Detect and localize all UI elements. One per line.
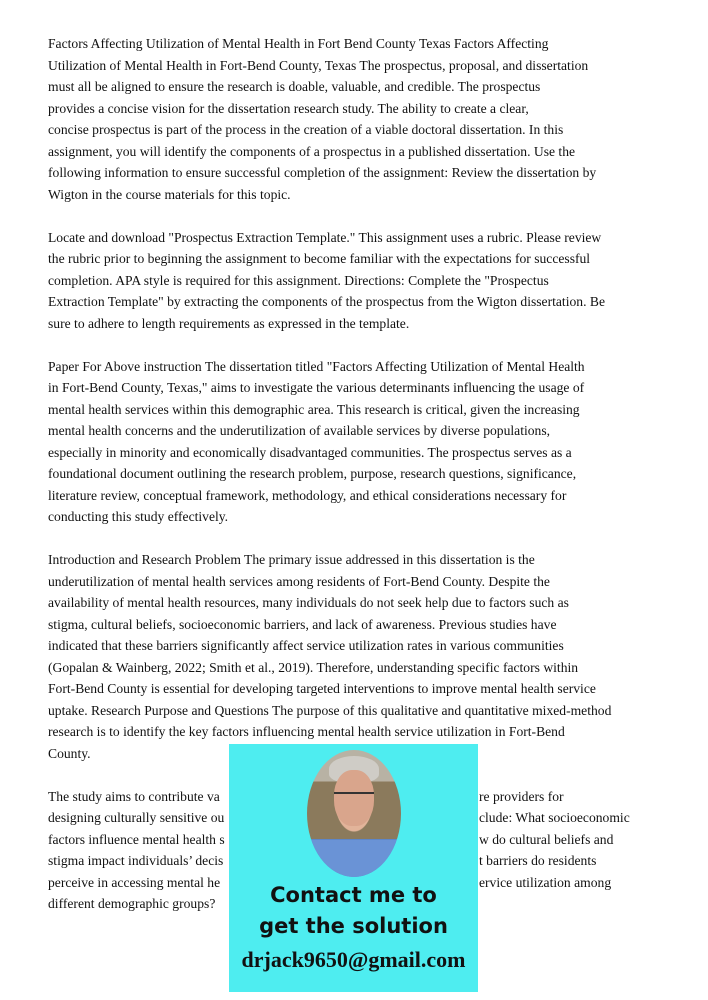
text-line: mental health services within this demographic area. This research is critical, given the increasing: [48, 401, 580, 417]
text-line: Paper For Above instruction The dissertation titled "Factors Affecting Utilization of Mental Health: [48, 358, 585, 374]
text-line: (Gopalan & Wainberg, 2022; Smith et al., 2019). Therefore, understanding specific factors within: [48, 659, 579, 675]
text-fragment-right: t barriers do residents: [479, 853, 597, 868]
text-line: Locate and download "Prospectus Extraction Template." This assignment uses a rubric. Please review: [48, 229, 602, 245]
text-line: Extraction Template" by extracting the components of the prospectus from the Wigton dissertation. Be: [48, 294, 605, 309]
text-line: indicated that these barriers significantly affect service utilization rates in various communities: [48, 638, 564, 653]
text-line: Fort-Bend County is essential for developing targeted interventions to improve mental health service: [48, 681, 596, 696]
text-line: stigma, cultural beliefs, socioeconomic barriers, and lack of awareness. Previous studies have: [48, 616, 557, 632]
text-fragment-left: stigma impact individuals’ decis: [48, 853, 224, 868]
text-line: Wigton in the course materials for this topic.: [48, 186, 291, 202]
text-fragment-right: re providers for: [479, 788, 564, 804]
promo-headline-line1: Contact me to: [270, 883, 437, 907]
text-line: foundational document outlining the research problem, purpose, research questions, significance,: [48, 466, 577, 481]
text-line: concise prospectus is part of the process in the creation of a viable doctoral dissertation. In this: [48, 122, 564, 137]
text-fragment-right: w do cultural beliefs and: [479, 831, 614, 847]
text-line: provides a concise vision for the dissertation research study. The ability to create a clear,: [48, 100, 529, 116]
paragraph: [48, 356, 668, 528]
text-line: underutilization of mental health services among residents of Fort-Bend County. Despite the: [48, 573, 550, 589]
text-line: completion. APA style is required for this assignment. Directions: Complete the "Prospectus: [48, 272, 549, 288]
text-fragment-right: ervice utilization among: [479, 874, 612, 890]
text-line: following information to ensure successful completion of the assignment: Review the dissertation by: [48, 165, 597, 180]
text-line: literature review, conceptual framework, methodology, and ethical considerations necessary for: [48, 487, 567, 503]
text-line: must all be aligned to ensure the research is doable, valuable, and credible. The prospectus: [48, 79, 541, 94]
text-line: in Fort-Bend County, Texas," aims to investigate the various determinants influencing the usage of: [48, 380, 585, 395]
text-line: research is to identify the key factors influencing mental health service utilization in Fort-Bend: [48, 724, 565, 739]
text-line: Utilization of Mental Health in Fort-Bend County, Texas The prospectus, proposal, and dissertation: [48, 57, 589, 73]
text-line: the rubric prior to beginning the assignment to become familiar with the expectations for successful: [48, 251, 591, 266]
promo-headline-line2: get the solution: [259, 914, 448, 938]
text-fragment-left: factors influence mental health s: [48, 831, 225, 847]
text-line: Factors Affecting Utilization of Mental Health in Fort Bend County Texas Factors Affecting: [48, 36, 549, 51]
text-line: mental health concerns and the underutilization of available services by diverse populations,: [48, 423, 551, 438]
text-line: assignment, you will identify the components of a prospectus in a published dissertation. Use the: [48, 143, 576, 159]
text-fragment-left: perceive in accessing mental he: [48, 874, 221, 890]
text-fragment-right: clude: What socioeconomic: [479, 810, 630, 825]
text-line: especially in minority and economically disadvantaged communities. The prospectus serves as a: [48, 444, 572, 460]
text-line: conducting this study effectively.: [48, 509, 229, 524]
text-line: availability of mental health resources, many individuals do not seek help due to factors such as: [48, 595, 569, 610]
text-line: County.: [48, 745, 91, 761]
paragraph: [48, 549, 668, 764]
author-photo: [307, 750, 401, 877]
text-fragment-left: different demographic groups?: [48, 896, 216, 911]
text-line: uptake. Research Purpose and Questions The purpose of this qualitative and quantitative mixed-method: [48, 702, 612, 718]
contact-promo-overlay[interactable]: [229, 744, 478, 992]
text-fragment-left: designing culturally sensitive ou: [48, 810, 225, 825]
paragraph: [48, 33, 668, 205]
text-fragment-left: The study aims to contribute va: [48, 788, 220, 804]
text-line: Introduction and Research Problem The primary issue addressed in this dissertation is the: [48, 552, 535, 567]
text-line: sure to adhere to length requirements as expressed in the template.: [48, 315, 410, 331]
paragraph: [48, 227, 668, 335]
contact-email[interactable]: drjack9650@gmail.com: [241, 947, 466, 972]
